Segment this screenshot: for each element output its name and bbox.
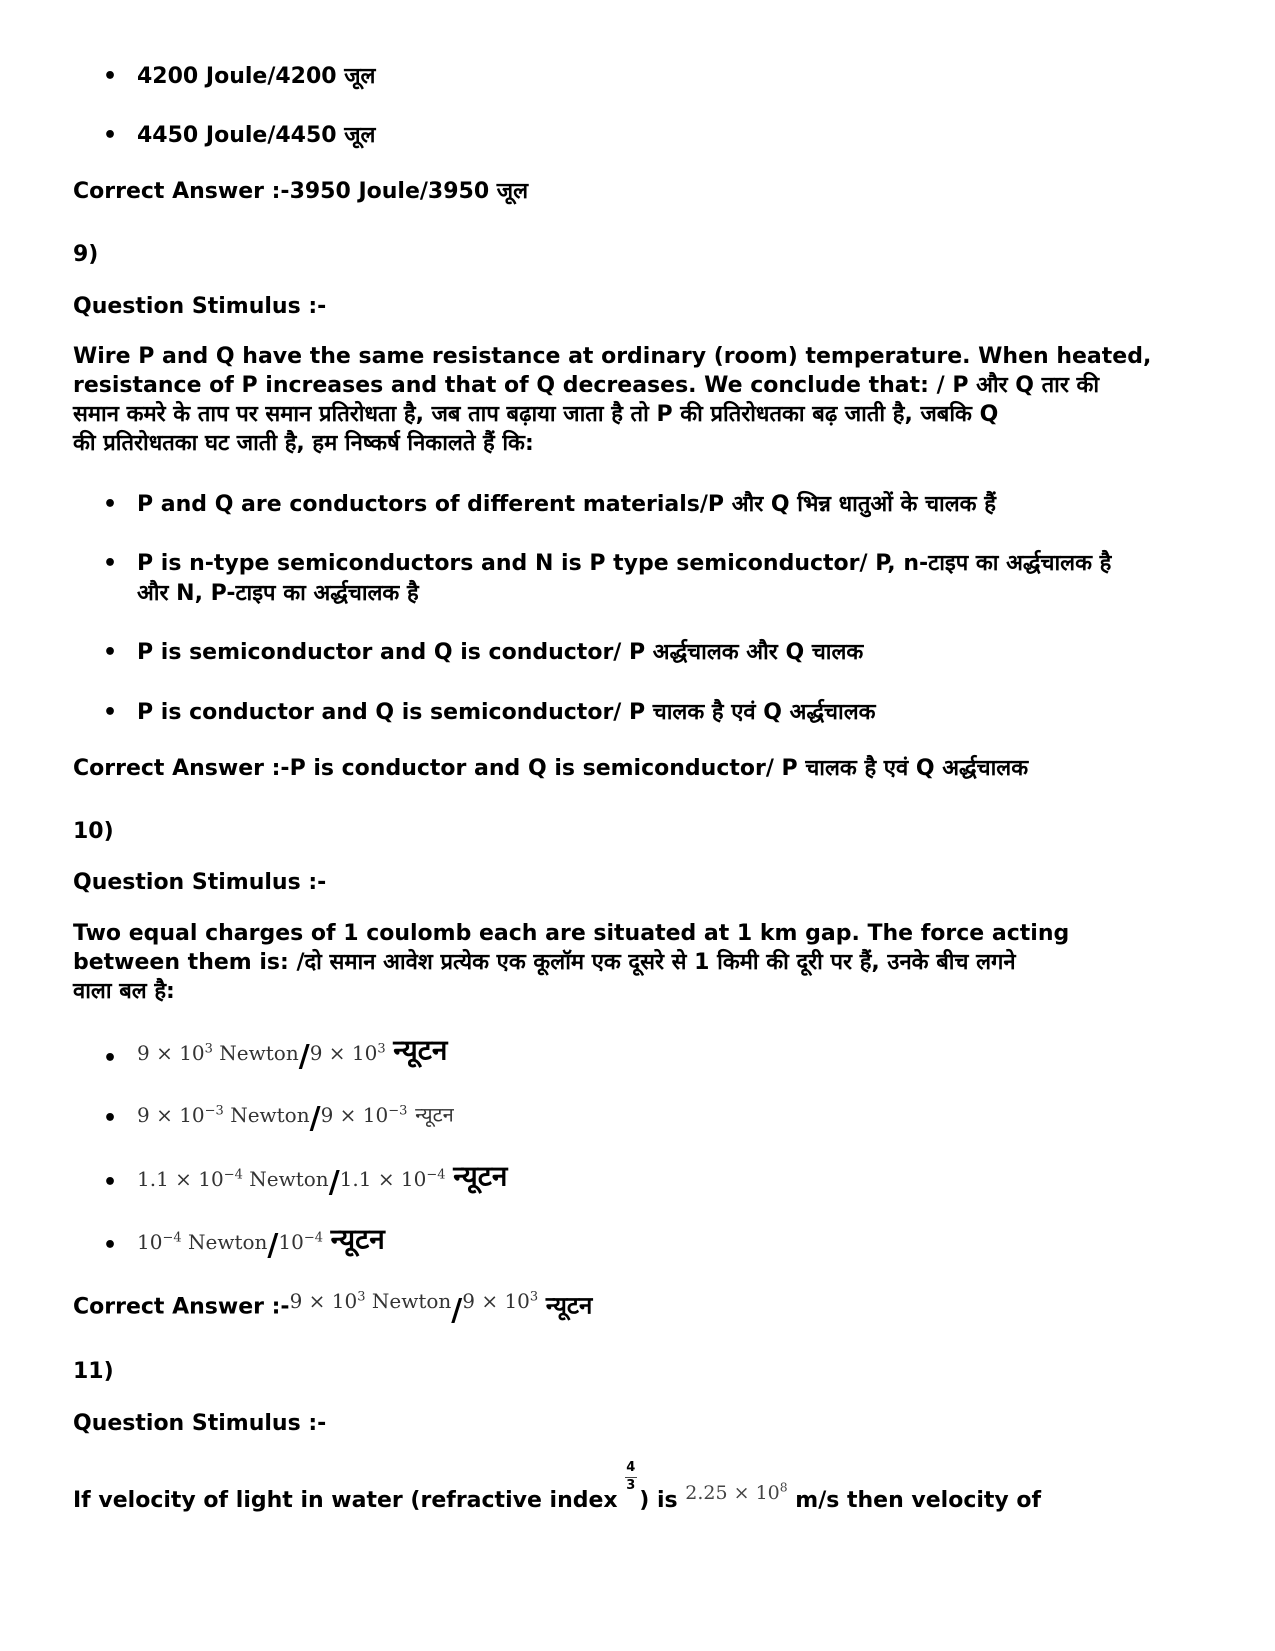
q8-option-4: • 4450 Joule/4450 जूल <box>103 121 1203 151</box>
bullet-icon: • <box>103 1170 118 1195</box>
bullet-icon: • <box>103 123 118 148</box>
q10-number: 10) <box>73 819 114 844</box>
option-equation: $9 \times 10^{-3}$ Newton <box>137 1102 310 1127</box>
q11-stimulus-label: Question Stimulus :- <box>73 1411 327 1436</box>
q11-stimulus: If velocity of light in water (refractive index $\frac{4}{3}$ ) is $2.25 \times 10^8$ m/s then velocity of <box>73 1460 1042 1513</box>
q9-stimulus-label: Question Stimulus :- <box>73 294 327 319</box>
q10-correct-answer: Correct Answer :-9 × $10^3$ Newton/9 × $10^3$ न्यूटन <box>73 1288 593 1328</box>
option-equation: $9 \times 10^3$ Newton <box>137 1040 299 1065</box>
answer-equation: $9 \times 10^3$ Newton <box>289 1288 452 1313</box>
q9-option-1: • P and Q are conductors of different materials/P और Q भिन्न धातुओं के चालक हैं <box>103 490 1203 520</box>
q9-option-2: • P is n-type semiconductors and N is P type semiconductor/ P, n-टाइप का अर्द्धचालक है और N, P-टाइप का अर्द्धचालक है <box>103 551 1112 606</box>
q10-option-1: • $9 \times 10^3$ Newton/9 × $10^3$ न्यूटन <box>103 1033 448 1074</box>
bullet-icon: • <box>103 551 118 576</box>
option-equation: $1.1 \times 10^{-4}$ Newton <box>137 1166 329 1191</box>
refractive-index-fraction: $\frac{4}{3}$ <box>626 1460 636 1493</box>
bullet-icon: • <box>103 492 118 517</box>
q9-option-4: • P is conductor and Q is semiconductor/ P चालक है एवं Q अर्द्धचालक <box>103 698 1203 728</box>
q9-option-3: • P is semiconductor and Q is conductor/ P अर्द्धचालक और Q चालक <box>103 638 1203 668</box>
bullet-icon: • <box>103 640 118 665</box>
bullet-icon: • <box>103 1106 118 1131</box>
q10-option-4: • $10^{-4}$ Newton/$10^{-4}$ न्यूटन <box>103 1222 385 1263</box>
q10-stimulus-label: Question Stimulus :- <box>73 870 327 895</box>
q11-number: 11) <box>73 1359 114 1384</box>
bullet-icon: • <box>103 64 118 89</box>
q9-correct-answer: Correct Answer :-P is conductor and Q is semiconductor/ P चालक है एवं Q अर्द्धचालक <box>73 756 1029 781</box>
bullet-icon: • <box>103 700 118 725</box>
q9-number: 9) <box>73 242 99 267</box>
q8-correct-answer: Correct Answer :-3950 Joule/3950 जूल <box>73 179 529 204</box>
option-equation: $10^{-4}$ Newton <box>137 1229 268 1254</box>
q10-option-3: • $1.1 \times 10^{-4}$ Newton/1.1 × $10^{-4}$ न्यूटन <box>103 1159 508 1200</box>
q9-stimulus: Wire P and Q have the same resistance at ordinary (room) temperature. When heated, resistance of P increases and that of Q decreases. We conclude that: / P और Q तार की समान कमरे के ताप पर समान प्रतिरोधता है, जब ताप बढ़ाया जाता है तो P की प्रतिरोधतका बढ़ जाती है, जबकि Q की प्रतिरोधतका घट जाती है, हम निष्कर्ष निकालते हैं कि: <box>73 344 1152 456</box>
bullet-icon: • <box>103 1233 118 1258</box>
bullet-icon: • <box>103 1046 118 1071</box>
q10-option-2: • $9 \times 10^{-3}$ Newton/9 × $10^{-3}$ न्यूटन <box>103 1100 454 1136</box>
q8-option-3: • 4200 Joule/4200 जूल <box>103 62 1203 92</box>
q10-stimulus: Two equal charges of 1 coulomb each are situated at 1 km gap. The force acting between them is: /दो समान आवेश प्रत्येक एक कूलॉम एक दूसरे से 1 किमी की दूरी पर हैं, उनके बीच लगने वाला बल है: <box>73 921 1070 1004</box>
